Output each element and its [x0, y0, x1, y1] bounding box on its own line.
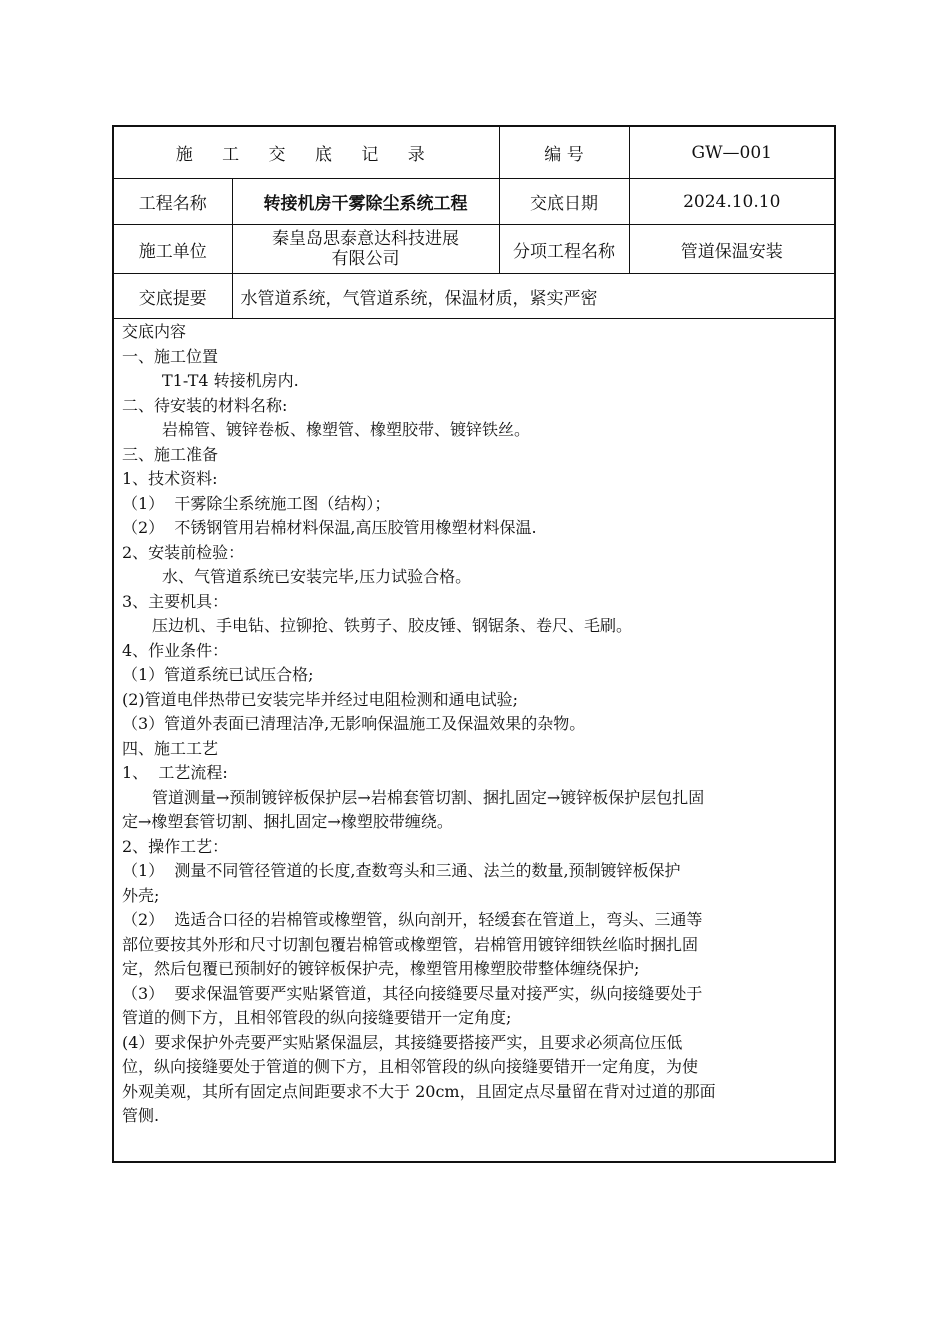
content-line: （1）管道系统已试压合格;: [122, 665, 314, 684]
section-heading: 三、施工准备: [122, 444, 219, 464]
section-heading: 二、待安装的材料名称:: [122, 395, 288, 415]
subsection-heading: 4、作业条件：: [122, 640, 229, 660]
form-title: 施 工 交 底 记 录: [114, 127, 499, 179]
section-heading: 四、施工工艺: [122, 738, 219, 758]
content-line: 位，纵向接缝要处于管道的侧下方，且相邻管段的纵向接缝要错开一定角度，为使: [122, 1057, 699, 1076]
subsection-heading: 2、操作工艺：: [122, 836, 229, 856]
unit-value-line2: 有限公司: [331, 249, 400, 269]
content-line: （1） 干雾除尘系统施工图（结构）；: [122, 493, 391, 513]
content-line: （2） 选适合口径的岩棉管或橡塑管，纵向剖开，轻缓套在管道上，弯头、三通等: [122, 910, 703, 929]
project-label: 工程名称: [114, 179, 232, 225]
unit-value: [232, 225, 499, 274]
content-heading: 交底内容: [122, 322, 187, 341]
content-line: （1） 测量不同管径管道的长度,查数弯头和三通、法兰的数量,预制镀锌板保护: [122, 861, 681, 880]
number-label: 编 号: [499, 127, 629, 179]
summary-label: 交底提要: [114, 274, 232, 319]
date-value: 2024.10.10: [629, 179, 834, 225]
content-line: 外观美观，其所有固定点间距要求不大于 20cm，且固定点尽量留在背对过道的那面: [122, 1081, 716, 1101]
content-line: （3）管道外表面已清理洁净,无影响保温施工及保温效果的杂物。: [122, 714, 586, 733]
number-value: GW—001: [629, 127, 834, 179]
content-line: 定→橡塑套管切割、捆扎固定→橡塑胶带缠绕。: [122, 812, 453, 831]
content-line: （2） 不锈钢管用岩棉材料保温,高压胶管用橡塑材料保温.: [122, 518, 537, 537]
content-line: （3） 要求保温管要严实贴紧管道，其径向接缝要尽量对接严实，纵向接缝要处于: [122, 983, 703, 1003]
subsection-heading: 1、 工艺流程:: [122, 763, 228, 782]
subproject-label: 分项工程名称: [499, 225, 629, 274]
section-heading: 一、施工位置: [122, 346, 219, 366]
content-line: 压边机、手电钻、拉铆抢、铁剪子、胶皮锤、钢锯条、卷尺、毛刷。: [152, 616, 633, 635]
content-line: 外壳;: [122, 885, 160, 905]
content-line: 管道的侧下方，且相邻管段的纵向接缝要错开一定角度;: [122, 1008, 512, 1027]
summary-value: 水管道系统，气管道系统，保温材质，紧实严密: [232, 274, 834, 319]
unit-value-line1: 秦皇岛思泰意达科技进展: [272, 229, 459, 249]
content-line: 管道测量→预制镀锌板保护层→岩棉套管切割、捆扎固定→镀锌板保护层包扎固: [152, 787, 705, 807]
content-line: T1-T4 转接机房内.: [162, 371, 299, 390]
subsection-heading: 3、主要机具：: [122, 591, 229, 611]
unit-label: 施工单位: [114, 225, 232, 274]
content-line: 部位要按其外形和尺寸切割包覆岩棉管或橡塑管，岩棉管用镀锌细铁丝临时捆扎固: [122, 934, 699, 954]
content-line: 定，然后包覆已预制好的镀锌板保护壳，橡塑管用橡塑胶带整体缠绕保护;: [122, 959, 640, 978]
content-line: 管侧.: [122, 1106, 160, 1125]
project-value: 转接机房干雾除尘系统工程: [232, 179, 499, 225]
content-line: 岩棉管、镀锌卷板、橡塑管、橡塑胶带、镀锌铁丝。: [162, 420, 531, 439]
date-label: 交底日期: [499, 179, 629, 225]
subsection-heading: 1、技术资料:: [122, 469, 218, 488]
content-line: 水、气管道系统已安装完毕,压力试验合格。: [162, 567, 472, 586]
content-body: [122, 320, 828, 1129]
header-table: [114, 127, 834, 319]
content-line: (2)管道电伴热带已安装完毕并经过电阻检测和通电试验;: [122, 689, 519, 709]
record-form: [112, 125, 836, 1163]
subsection-heading: 2、安装前检验：: [122, 542, 245, 562]
subproject-value: 管道保温安装: [629, 225, 834, 274]
content-line: (4）要求保护外壳要严实贴紧保温层，其接缝要搭接严实，且要求必须高位压低: [122, 1032, 683, 1052]
